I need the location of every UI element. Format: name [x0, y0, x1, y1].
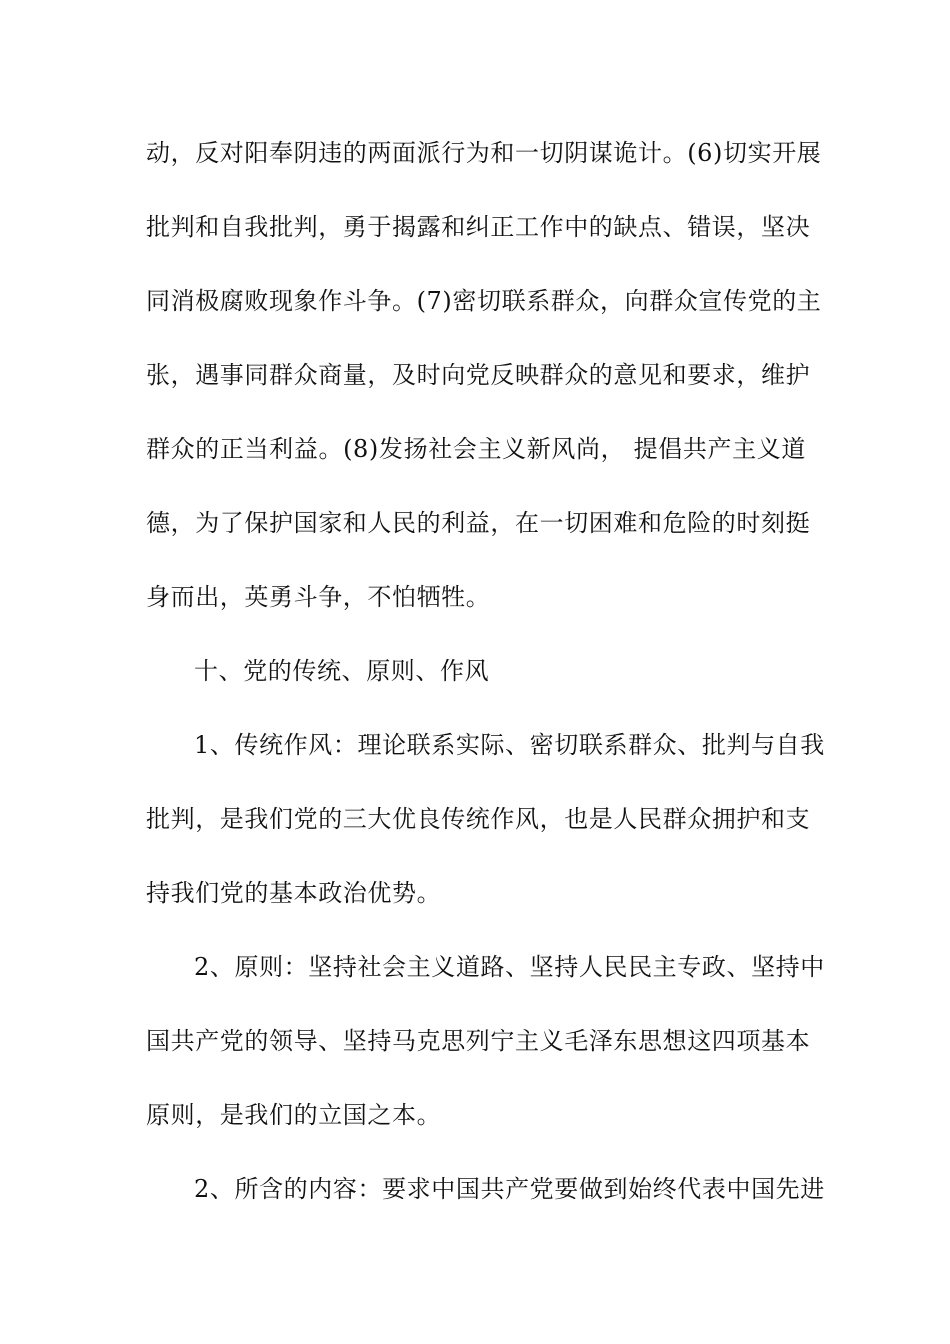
paragraph-line: 1、传统作风：理论联系实际、密切联系群众、批判与自我 [194, 731, 825, 759]
paragraph-line: 德，为了保护国家和人民的利益，在一切困难和危险的时刻挺 [146, 509, 811, 537]
paragraph-line: 持我们党的基本政治优势。 [146, 879, 442, 907]
paragraph-line: 同消极腐败现象作斗争。(7)密切联系群众，向群众宣传党的主 [146, 287, 822, 315]
paragraph-line: 批判和自我批判，勇于揭露和纠正工作中的缺点、错误，坚决 [146, 213, 811, 241]
paragraph-line: 国共产党的领导、坚持马克思列宁主义毛泽东思想这四项基本 [146, 1027, 811, 1055]
section-heading: 十、党的传统、原则、作风 [194, 657, 490, 685]
paragraph-line: 2、原则：坚持社会主义道路、坚持人民民主专政、坚持中 [194, 953, 825, 981]
paragraph-line: 批判，是我们党的三大优良传统作风，也是人民群众拥护和支 [146, 805, 811, 833]
paragraph-line: 原则，是我们的立国之本。 [146, 1101, 442, 1129]
paragraph-line: 群众的正当利益。(8)发扬社会主义新风尚， 提倡共产主义道 [146, 435, 806, 463]
paragraph-line: 2、所含的内容：要求中国共产党要做到始终代表中国先进 [194, 1175, 825, 1203]
paragraph-line: 张，遇事同群众商量，及时向党反映群众的意见和要求，维护 [146, 361, 811, 389]
paragraph-line: 身而出，英勇斗争，不怕牺牲。 [146, 583, 491, 611]
paragraph-line: 动，反对阳奉阴违的两面派行为和一切阴谋诡计。(6)切实开展 [146, 139, 822, 167]
